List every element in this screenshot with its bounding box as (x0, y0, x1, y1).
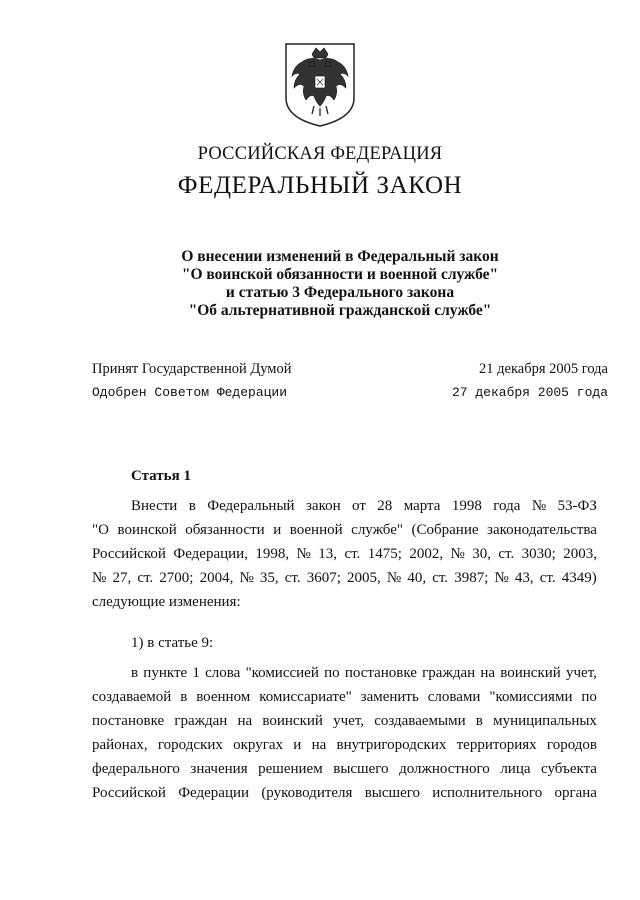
word: 2004, (199, 570, 234, 586)
text-line (92, 733, 597, 757)
article-item (92, 631, 597, 655)
word: ст. (344, 546, 361, 562)
word: 1998, (255, 546, 290, 562)
word: 30, (472, 546, 491, 562)
adopted-date: 21 декабря 2005 года (479, 361, 608, 377)
word: военной (289, 522, 343, 538)
word: № (239, 570, 254, 586)
word: Российской (92, 546, 166, 562)
word: № (494, 570, 509, 586)
word: ст. (539, 570, 556, 586)
word: военном (196, 689, 251, 705)
word: лица (500, 761, 531, 777)
word: территориях (456, 737, 537, 753)
word: городских (157, 737, 223, 753)
word: воинский (500, 665, 561, 681)
adoption-row-duma (92, 360, 608, 384)
word: № (450, 546, 465, 562)
word: городов (546, 737, 597, 753)
word: № (92, 570, 107, 586)
word: муниципальных (493, 713, 597, 729)
word: № (296, 546, 311, 562)
word: высшего (364, 785, 421, 801)
adoption-block (92, 360, 608, 408)
word: обязанности (185, 522, 265, 538)
word: "комиссиями (489, 689, 573, 705)
word: 1 (192, 665, 200, 681)
word: 1475; (367, 546, 402, 562)
word: округах (233, 737, 284, 753)
word: ст. (432, 570, 449, 586)
word: воинской (117, 522, 177, 538)
word: 1998 (451, 498, 482, 514)
word: 3987; (454, 570, 489, 586)
word: 4349) (561, 570, 597, 586)
text-line-content: следующие изменения: (92, 594, 241, 610)
word: граждан (174, 713, 228, 729)
approved-date: 27 декабря 2005 года (451, 385, 608, 400)
word: комиссариате" (259, 689, 352, 705)
word: марта (403, 498, 441, 514)
word: должностного (399, 761, 490, 777)
word: на (480, 665, 496, 681)
article-heading: Статья 1 (131, 468, 191, 484)
word: по (581, 689, 597, 705)
document-type: ФЕДЕРАЛЬНЫЙ ЗАКОН (177, 172, 463, 199)
word: решением (258, 761, 323, 777)
text-line (92, 781, 597, 805)
approved-by-label: Одобрен Советом Федерации (92, 385, 288, 400)
word: учет, (566, 665, 597, 681)
word: граждан (422, 665, 476, 681)
word: 2700; (159, 570, 194, 586)
word: 13, (318, 546, 338, 562)
word: от (352, 498, 366, 514)
word: в (188, 498, 196, 514)
word: 2002, (409, 546, 444, 562)
text-line (92, 631, 597, 655)
word: высшего (333, 761, 389, 777)
article-paragraph (92, 494, 597, 614)
word: ст. (284, 570, 301, 586)
word: в (475, 713, 483, 729)
word: № (531, 498, 547, 514)
text-line (92, 590, 597, 614)
word: на (237, 713, 253, 729)
word: ст. (498, 546, 515, 562)
law-title-line: О внесении изменений в Федеральный закон (181, 248, 499, 265)
word: создаваемой (92, 689, 172, 705)
word: создаваемыми (374, 713, 466, 729)
word: на (311, 737, 327, 753)
word: законодательства (487, 522, 597, 538)
word: в (131, 665, 139, 681)
word: в (180, 689, 188, 705)
word: учет, (333, 713, 365, 729)
text-line (92, 661, 597, 685)
word: Федерации (178, 785, 250, 801)
word: 3030; (521, 546, 556, 562)
word: 40, (407, 570, 427, 586)
law-title (0, 248, 640, 320)
law-title-line: "Об альтернативной гражданской службе" (188, 302, 492, 319)
word: года (493, 498, 521, 514)
word: Российской (92, 785, 166, 801)
text-line-content: 1) в статье 9: (131, 635, 214, 651)
word: закон (305, 498, 341, 514)
adopted-by-label: Принят Государственной Думой (92, 361, 292, 377)
text-line (92, 566, 597, 590)
word: воинский (262, 713, 323, 729)
adoption-row-council (92, 384, 608, 408)
word: службе" (351, 522, 403, 538)
word: "О (92, 522, 109, 538)
word: 28 (377, 498, 393, 514)
word: районах, (92, 737, 148, 753)
word: 3607; (306, 570, 341, 586)
article-paragraph (92, 661, 597, 805)
word: словами (427, 689, 481, 705)
word: органа (554, 785, 597, 801)
word: Федеральный (207, 498, 295, 514)
law-title-line: "О воинской обязанности и военной службе" (181, 266, 499, 283)
text-line (92, 542, 597, 566)
word: Внести (131, 498, 178, 514)
word: значения (190, 761, 248, 777)
word: исполнительного (432, 785, 543, 801)
text-line (92, 518, 597, 542)
word: пункте (143, 665, 188, 681)
word: (Собрание (411, 522, 479, 538)
word: 53-ФЗ (557, 498, 597, 514)
word: ст. (137, 570, 154, 586)
text-line (92, 709, 597, 733)
law-title-line: и статью 3 Федерального закона (225, 284, 455, 301)
word: по (324, 665, 340, 681)
country-name: РОССИЙСКАЯ ФЕДЕРАЦИЯ (197, 144, 443, 164)
word: Федерации, (173, 546, 248, 562)
word: и (293, 737, 302, 753)
word: внутригородских (336, 737, 447, 753)
word: 35, (259, 570, 279, 586)
word: 2005, (347, 570, 381, 586)
word: субъекта (541, 761, 597, 777)
word: постановке (344, 665, 417, 681)
word: заменить (360, 689, 419, 705)
word: "комиссией (245, 665, 319, 681)
word: и (273, 522, 282, 538)
word: слова (205, 665, 241, 681)
word: постановке (92, 713, 165, 729)
text-line (92, 757, 597, 781)
word: 2003, (563, 546, 597, 562)
word: (руководителя (261, 785, 353, 801)
word: федерального (92, 761, 180, 777)
word: № (386, 570, 402, 586)
word: 27, (112, 570, 132, 586)
text-line (92, 494, 597, 518)
word: 43, (514, 570, 534, 586)
text-line (92, 685, 597, 709)
coat-of-arms-emblem (282, 40, 358, 128)
